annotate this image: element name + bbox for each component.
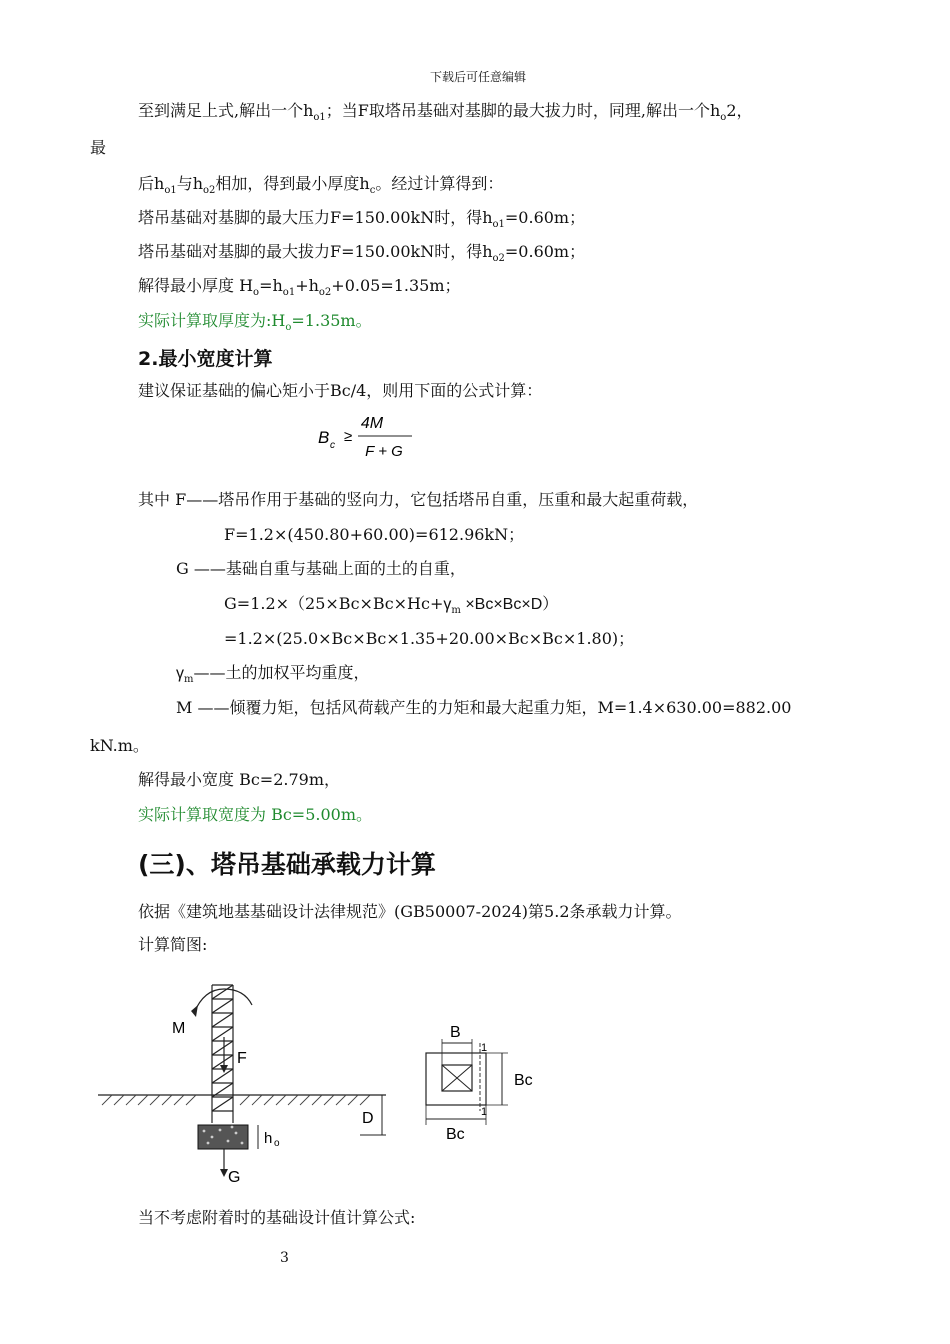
formula-lhs-sub: c (330, 440, 335, 451)
label-1-top: 1 (481, 1042, 488, 1054)
label-D: D (362, 1110, 374, 1127)
text-line: =1.2×(25.0×Bc×Bc×1.35+20.00×Bc×Bc×1.80)； (224, 629, 635, 648)
text-line: 解得最小厚度 $H_o=h_{o1}+h_{o2}+0.05=1.35m$； (138, 276, 461, 299)
tower-mast (212, 985, 233, 1123)
section-heading: (三)、塔吊基础承载力计算 (138, 850, 436, 879)
text-line: 后$h_{o1}$与$h_{o2}$相加，得到最小厚度$h_c$。经过计算得到： (138, 174, 504, 197)
foundation-block (198, 1125, 248, 1149)
label-h-sub: o (274, 1138, 280, 1149)
formula-rel: ≥ (344, 428, 353, 445)
text-line: $\gamma_m——$土的加权平均重度， (176, 663, 370, 686)
text-line: 计算简图: (138, 935, 208, 954)
text-line: G ——基础自重与基础上面的土的自重， (176, 559, 466, 578)
width-formula (312, 408, 422, 464)
text-line: M ——倾覆力矩，包括风荷载产生的力矩和最大起重力矩，M=1.4×630.00=882.00 (176, 698, 792, 717)
result-line: 实际计算取厚度为$:H_o=1.35m$。 (138, 311, 372, 334)
moment-arrowhead (191, 1005, 198, 1017)
label-Bc-bottom: Bc (446, 1126, 465, 1143)
label-1-bottom: 1 (481, 1106, 488, 1118)
text-line: 其中 F——塔吊作用于基础的竖向力，它包括塔吊自重，压重和最大起重荷载， (138, 490, 699, 509)
formula-lhs: B (318, 428, 330, 447)
label-Bc-right: Bc (514, 1072, 533, 1089)
label-M: M (172, 1020, 186, 1037)
text-line: $G=1.2\times(25\times Bc\times Bc\times Hc+\gamma_m \times Bc\times Bc\times D)$ (224, 594, 559, 617)
label-B: B (450, 1024, 461, 1041)
moment-arc (194, 989, 252, 1013)
text-line: kN.m。 (90, 736, 149, 755)
text-line: 塔吊基础对基脚的最大拔力F=150.00kN时，得$h_{o2}=0.60m$； (138, 242, 586, 265)
text-line: 解得最小宽度 Bc=2.79m， (138, 770, 341, 789)
formula-denominator: F + G (365, 443, 403, 460)
text-line: 塔吊基础对基脚的最大压力F=150.00kN时，得$h_{o1}=0.60m$； (138, 208, 586, 231)
label-F: F (237, 1050, 247, 1067)
section-heading: 2.最小宽度计算 (138, 348, 273, 370)
label-G: G (228, 1169, 241, 1186)
calculation-diagram (90, 975, 560, 1190)
text-line: 当不考虑附着时的基础设计值计算公式: (138, 1208, 416, 1227)
ground-hatch (102, 1095, 370, 1105)
weight-G-arrowhead (220, 1169, 228, 1177)
text-line: 建议保证基础的偏心矩小于Bc/4，则用下面的公式计算： (138, 381, 543, 400)
result-line: 实际计算取宽度为 Bc=5.00m。 (138, 805, 373, 824)
text-line: 至到满足上式,解出一个$h_{o1}$；当F取塔吊基础对基脚的最大拔力时，同理,解出一个$h_o2$， (138, 101, 753, 124)
text-line: 最 (90, 138, 107, 157)
page-header: 下载后可任意编辑 (430, 70, 527, 84)
text-line: F=1.2×(450.80+60.00)=612.96kN； (224, 525, 525, 544)
formula-numerator: 4M (360, 415, 384, 432)
label-h: h (264, 1130, 273, 1147)
page-number: 3 (280, 1250, 289, 1266)
text-line: 依据《建筑地基基础设计法律规范》(GB50007-2024)第5.2条承载力计算。 (138, 902, 682, 921)
